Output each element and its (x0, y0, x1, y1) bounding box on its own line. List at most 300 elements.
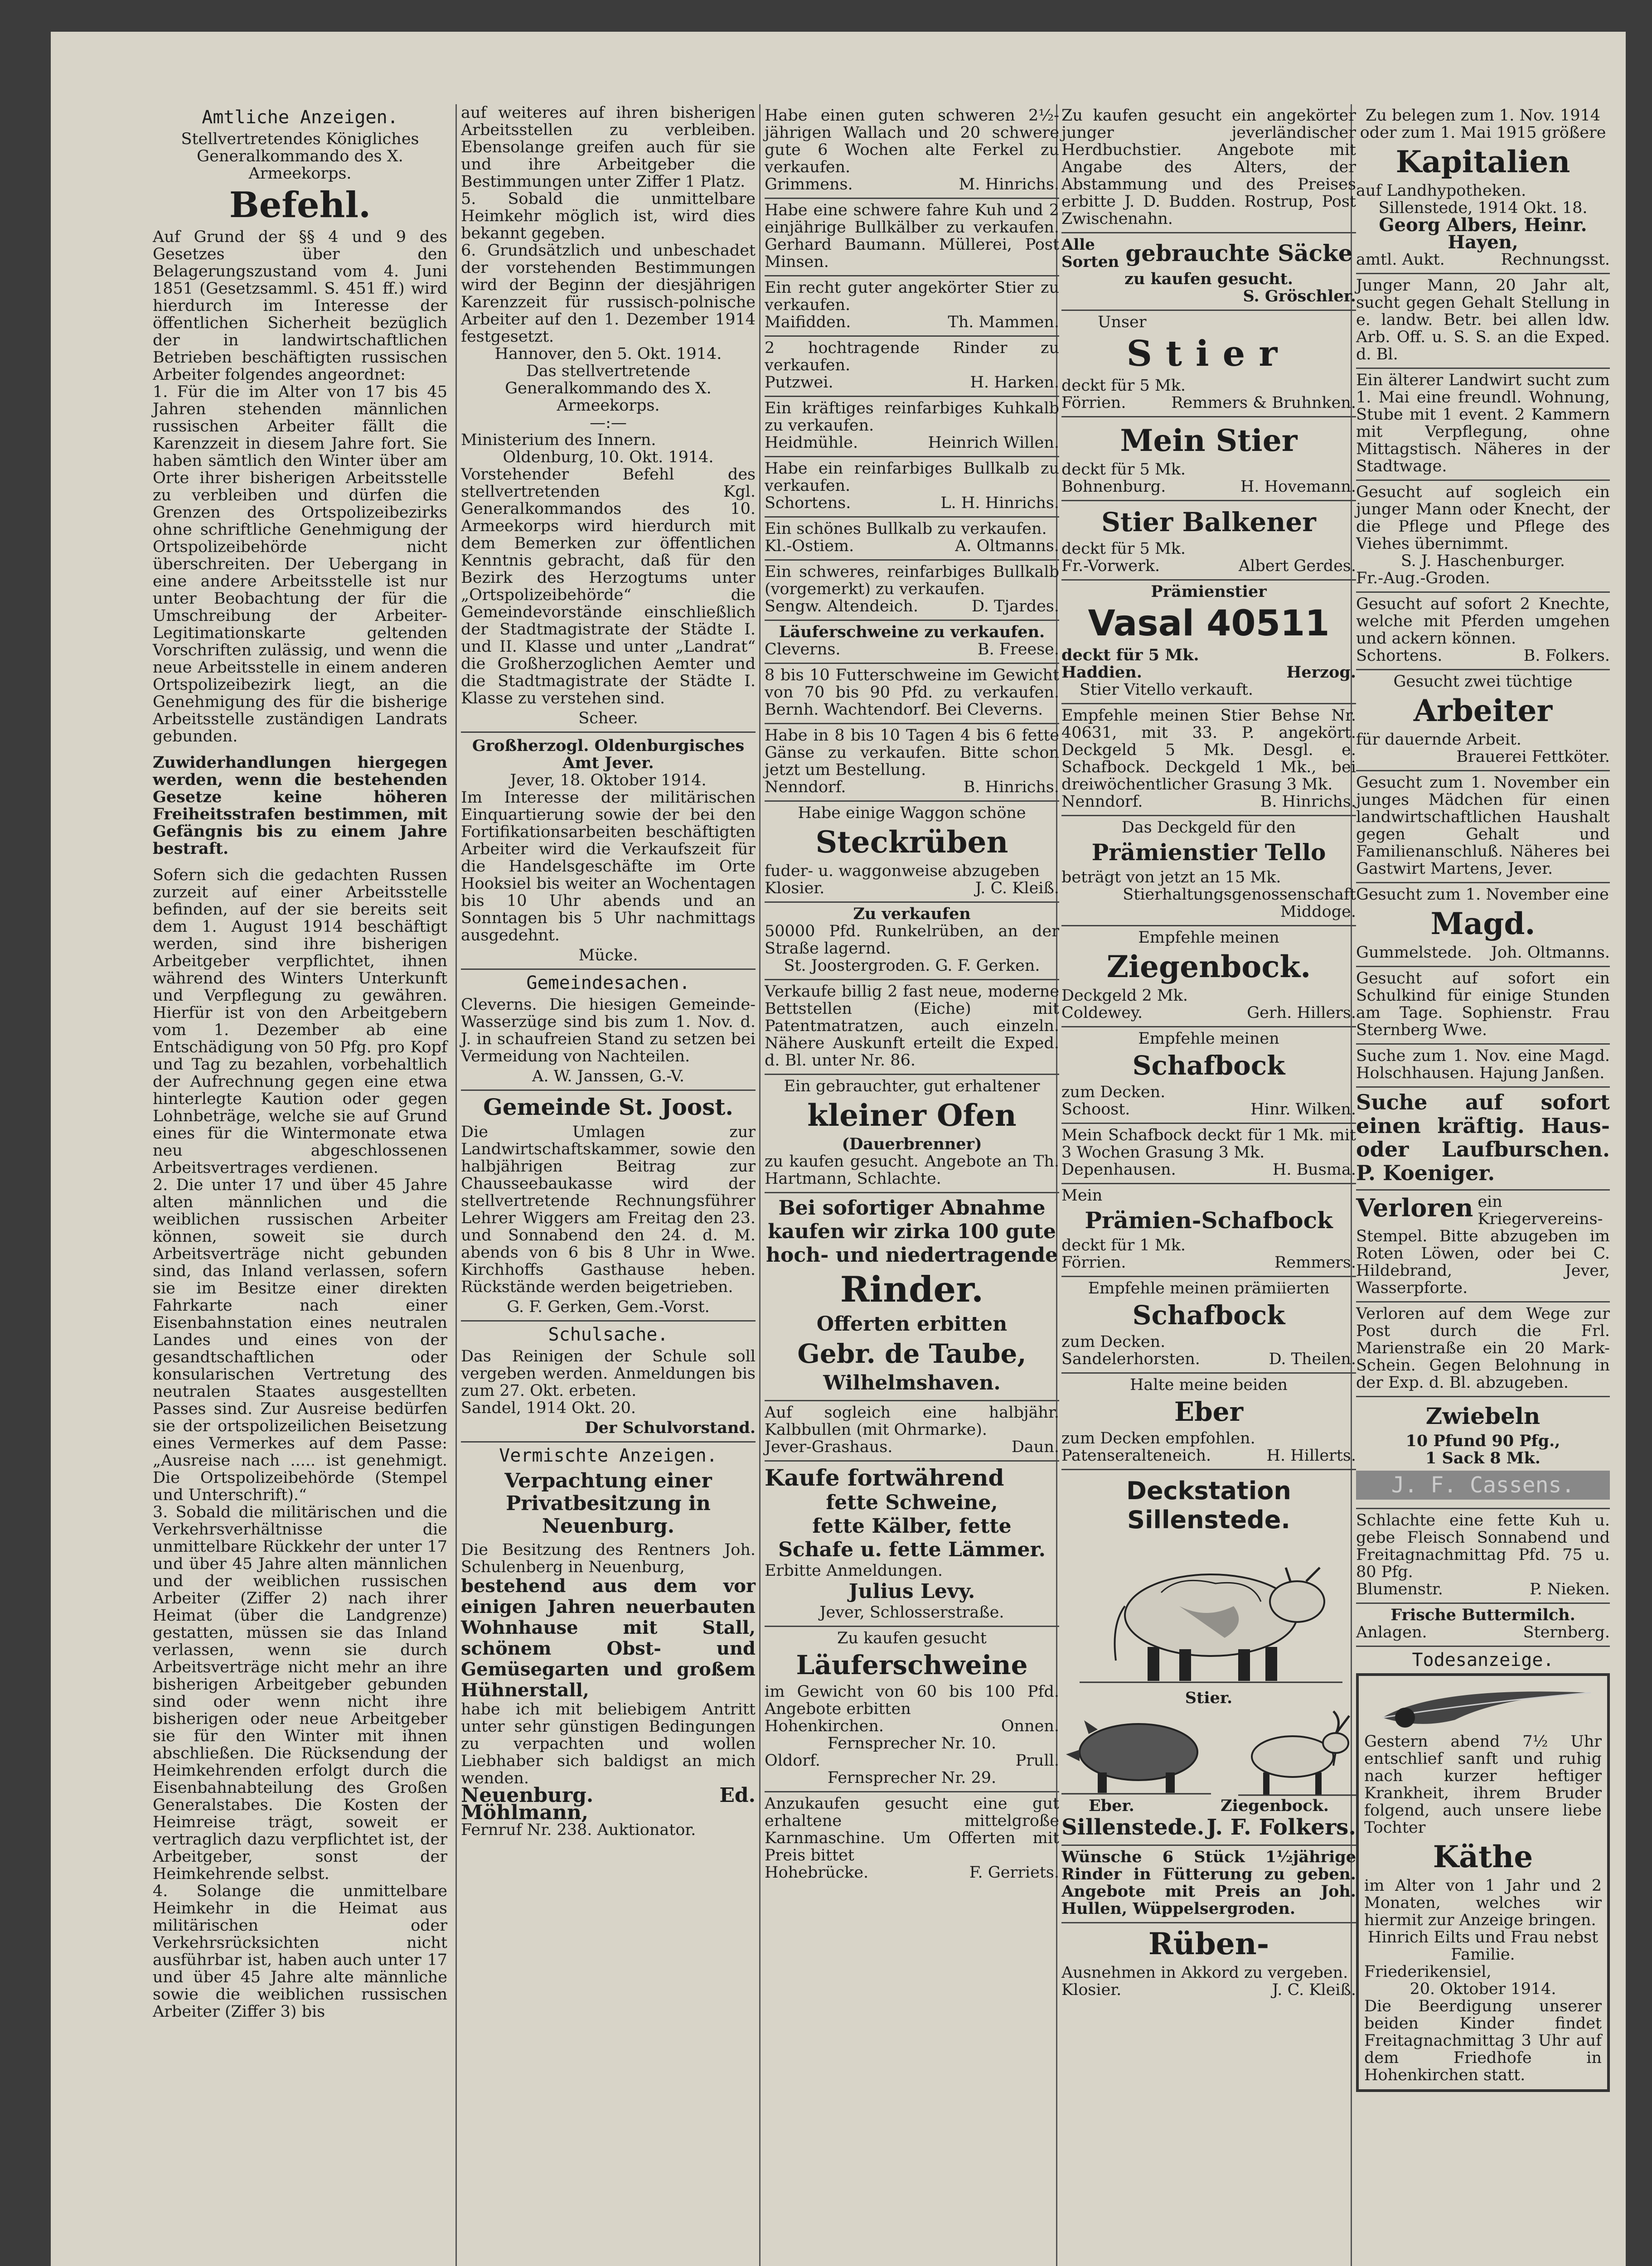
ad-line: Kaufe fortwährend (765, 1464, 1004, 1491)
ad-signature (765, 880, 1059, 897)
classified-ad (1061, 1027, 1356, 1124)
ad-text: Zu kaufen gesucht (837, 1629, 987, 1647)
ad-signature (765, 1438, 1059, 1456)
classified-ad (1356, 481, 1610, 593)
ad-label: Sorten (1061, 253, 1119, 271)
column-1 (153, 104, 447, 2020)
ad-text: Habe einen guten schweren 2½-jährigen Wallach und 20 schwere gute 6 Wochen alte Ferkel zu verkaufen. (765, 107, 1059, 176)
ad-line: Wilhelmshaven. (823, 1371, 1001, 1394)
place: Schoost. (1061, 1100, 1130, 1118)
ad-title: Vasal 40511 (1088, 603, 1330, 644)
place: Anlagen. (1356, 1623, 1427, 1641)
name: Heinrich Willen. (928, 434, 1059, 452)
ad-signature (1061, 478, 1356, 495)
title: Rechnungsst. (1501, 251, 1610, 269)
ad-title: Prämien-Schafbock (1085, 1207, 1333, 1234)
place: Nenndorf. (1061, 793, 1143, 811)
name: J. C. Kleiß. (975, 879, 1059, 897)
classified-ad (1061, 1277, 1356, 1374)
ad-text: Ausnehmen in Akkord zu vergeben. (1061, 1964, 1348, 1982)
paragraph: Zuwiderhandlungen hiergegen werden, wenn die bestehenden Gesetze keine höheren Freiheitsstrafen bestimmen, mit Gefängnis bis zu einem Jahre bestraft. (153, 753, 447, 858)
classified-ad (1061, 311, 1356, 417)
death-notice (1356, 1673, 1610, 2092)
ad-text: deckt für 5 Mk. (1061, 540, 1186, 558)
ad-signature (1061, 1161, 1356, 1178)
name: B. Hinrichs. (1260, 793, 1356, 811)
ad-signature (765, 314, 1059, 331)
place: Schortens. (1356, 647, 1443, 665)
signature: A. W. Janssen, G.-V. (461, 1065, 756, 1091)
paragraph: Sofern sich die gedachten Russen zurzeit auf einer Arbeitsstelle befinden, auf der sie bereits seit dem 1. August 1914 beschäftigt werden, sind ihre bisherigen Arbeitgeber verpflichtet, ihnen während des Winters Unterkunft und Verpflegung zu gewähren. Hierfür ist von den Arbeitgebern vom 1. Dezember ab eine Entschädigung von 50 Pfg. pro Kopf und Tag zu bezahlen, vorbehaltlich der Aufrechnung gegen eine etwa hinterlegte Kaution oder gegen Lohnbeträge, welche sie auf Grund eines für die Wintermonate etwa neu abgeschlossenen Arbeitsvertrages verdienen. (153, 866, 447, 1177)
ad-text: Gesucht zwei tüchtige (1393, 673, 1573, 691)
ad-title: Eber (1174, 1396, 1244, 1427)
name: B. Folkers. (1523, 647, 1610, 665)
place: Patenseralteneich. (1061, 1447, 1211, 1465)
place: Blumenstr. (1356, 1580, 1443, 1598)
column-rule (759, 104, 761, 2266)
ad-signature (1061, 1351, 1356, 1368)
section-title: Schulsache. (548, 1324, 669, 1345)
dateline: Sandel, 1914 Okt. 20. (461, 1399, 636, 1417)
ad-text: 1 Sack 8 Mk. (1425, 1449, 1541, 1467)
animal-illustrations (1061, 1707, 1356, 1797)
ad-text: 10 Pfund 90 Pfg., (1405, 1432, 1560, 1450)
ad-title: gebrauchte Säcke (1125, 240, 1353, 266)
ad-signature (765, 537, 1059, 555)
ad-signature (1061, 664, 1356, 681)
ad-signature (1061, 394, 1356, 412)
ad-title: Deckstation Sillenstede. (1126, 1477, 1291, 1534)
classified-ad (1356, 274, 1610, 369)
ad-text: ein Kriegervereins-Stempel. Bitte abzugeben im Roten Löwen, oder bei C. Hildebrand, Jever, Wasserpforte. (1356, 1193, 1610, 1297)
ad-text: zu kaufen gesucht. Angebote an Th. Hartmann, Schlachte. (765, 1152, 1059, 1188)
ad-text: zum Decken. (1061, 1333, 1166, 1351)
classified-ad (1061, 704, 1356, 816)
ad-text: Empfehle meinen prämiierten (1088, 1279, 1330, 1298)
classified-ad (765, 621, 1059, 664)
ad-text: Schlachte eine fette Kuh u. gebe Fleisch Sonnabend und Freitagnachmittag Pfd. 75 u. 80 Pfg. (1356, 1511, 1610, 1581)
ad-signature: Stierhaltungsgenossenschaft Middoge. (1123, 886, 1356, 921)
ad-signature: S. J. Haschenburger. (1400, 552, 1565, 570)
phone: Fernsprecher Nr. 29. (827, 1769, 997, 1787)
ad-signature (1061, 1004, 1356, 1022)
ad-signature: S. Gröschler. (1243, 287, 1356, 305)
ad-title: Steckrüben (815, 824, 1008, 860)
classified-ad (765, 664, 1059, 724)
classified-ad (1356, 104, 1610, 274)
place: Maifidden. (765, 313, 851, 331)
ad-text: Erbitte Anmeldungen. (765, 1562, 943, 1580)
ad-signature: St. Joostergroden. G. F. Gerken. (784, 957, 1040, 975)
ad-text: Ein recht guter angekörter Stier zu verkaufen. (765, 279, 1059, 314)
ad-title: Stier Balkener (1101, 507, 1316, 537)
name: Th. Mammen. (948, 313, 1059, 331)
classified-ad (1061, 417, 1356, 501)
classified-ad (765, 980, 1059, 1075)
classified-ad (765, 903, 1059, 980)
classified-ad (765, 561, 1059, 621)
ad-line: Bei sofortiger Abnahme (778, 1196, 1046, 1220)
paragraph: Die Umlagen zur Landwirtschaftskammer, sowie den halbjährigen Beitrag zur Chausseebaukasse wird der stellvertretende Rechnungsführer Lehrer Wiggers am Freitag den 23. und Sonnabend den 24. d. M. abends von 6 bis 8 Uhr in Wwe. Kirchhoffs Gasthause heben. Rückstände werden beigetrieben. (461, 1123, 756, 1296)
ad-title: Ziegenbock. (1106, 949, 1311, 984)
signature: G. F. Gerken, Gem.-Vorst. (461, 1296, 756, 1322)
place: Friederikensiel, (1364, 1963, 1492, 1981)
dateline: Jever, 18. Oktober 1914. (510, 771, 707, 789)
ad-text: Habe einige Waggon schöne (798, 804, 1026, 822)
classified-ad (765, 457, 1059, 518)
signature: Das stellvertretende Generalkommando des X. Armeekorps. (505, 362, 712, 415)
paragraph: Das Reinigen der Schule soll vergeben werden. Anmeldungen bis zum 27. Okt. erbeten. (461, 1347, 756, 1400)
classified-ad (1356, 883, 1610, 967)
ad-text: Zu kaufen gesucht ein angekörter junger jeverländischer Herdbuchstier. Angebote mit Angabe des Alters, der Abstammung und des Preises erbitte J. D. Budden. Rostrup, Post Zwischenahn. (1061, 107, 1356, 228)
classified-ad (765, 1627, 1059, 1792)
ad-text: Zu belegen zum 1. Nov. 1914 oder zum 1. Mai 1915 größere (1360, 107, 1606, 142)
ad-title: Frische Buttermilch. (1390, 1606, 1575, 1624)
signature: Der Schulvorstand. (461, 1417, 756, 1443)
ad-title: Magd. (1430, 906, 1536, 941)
ad-text: beträgt von jetzt an 15 Mk. (1061, 868, 1281, 886)
section-title: Gemeindesachen. (526, 973, 690, 993)
ad-text: deckt für 5 Mk. (1061, 460, 1186, 479)
name: Onnen. (1001, 1717, 1059, 1735)
feather-illustration (1364, 1681, 1600, 1731)
ad-text: zu kaufen gesucht. (1124, 270, 1293, 288)
order-title: Befehl. (229, 184, 371, 226)
boar-illustration (1061, 1707, 1211, 1797)
ad-signature (1356, 251, 1610, 268)
place: Haddien. (1061, 663, 1142, 682)
ad-title: Verloren (1356, 1193, 1473, 1222)
ad-text: Junger Mann, 20 Jahr alt, sucht gegen Gehalt Stellung in e. landw. Betr. bei allen ldw. Arb. Off. u. S. S. an die Exped. d. Bl. (1356, 276, 1610, 363)
classified-ad (1061, 233, 1356, 311)
ad-text: Unser (1098, 313, 1147, 331)
paragraph: Cleverns. Die hiesigen Gemeinde-Wasserzüge sind bis zum 1. Nov. d. J. in schaufreien Stand zu setzen bei Vermeidung von Nachteilen. (461, 996, 756, 1065)
place: Förrien. (1061, 394, 1126, 412)
place: Bohnenburg. (1061, 478, 1166, 496)
ad-signature (765, 374, 1059, 391)
notice-title: Gemeinde St. Joost. (483, 1094, 733, 1120)
notice-signature: Hinrich Eilts und Frau nebst Familie. (1367, 1928, 1599, 1964)
ad-title: Läuferschweine (796, 1650, 1028, 1680)
ad-text: Habe eine schwere fahre Kuh und 2 einjährige Bullkälber zu verkaufen. Gerhard Baumann. Müllerei, Post Minsen. (765, 201, 1059, 271)
ad-line: Schafe u. fette Lämmer. (778, 1538, 1046, 1561)
name: Hinr. Wilken. (1250, 1100, 1356, 1118)
authority: Stellvertretendes Königliches Generalkommando des X. Armeekorps. (181, 130, 419, 183)
paragraph: habe ich mit beliebigem Antritt unter sehr günstigen Bedingungen zu verpachten und wollen Liebhaber sich baldigst an mich wenden. (461, 1700, 756, 1787)
ad-signature (1061, 1254, 1356, 1271)
ad-signature (1356, 1581, 1610, 1598)
ad-signature: Georg Albers, Heinr. Hayen, (1379, 214, 1587, 253)
ad-line: kaufen wir zirka 100 gute (768, 1220, 1056, 1243)
paragraph: 5. Sobald die unmittelbare Heimkehr möglich ist, wird dies bekannt gegeben. (461, 190, 756, 242)
place: Hohebrücke. (765, 1864, 869, 1882)
classified-ad (1356, 1191, 1610, 1302)
classified-ad (1356, 593, 1610, 670)
ad-text: Empfehle meinen (1138, 1030, 1279, 1048)
place: Klosier. (1061, 1981, 1122, 1999)
ad-text: Auf sogleich eine halbjähr. Kalbbullen (mit Ohrmarke). (765, 1404, 1059, 1439)
name: D. Tjardes. (971, 597, 1059, 615)
name: A. Oltmanns. (955, 537, 1059, 555)
paragraph: 3. Sobald die militärischen und die Verkehrsverhältnisse die unmittelbare Rückkehr der unter 17 und über 45 Jahre alten männlichen und der weiblichen russischen Arbeiter (Ziffer 2) nach ihrer Heimat (über die Landgrenze) gestatten, müssen sie das Inland verlassen, wenn sie durch Arbeitsverträge nicht mehr an ihre bisherigen Arbeitgeber gebunden sind oder wenn nicht ihre bisherigen oder neue Arbeitgeber sie für den Winter mit ihnen abschließen. Die Rücksendung der Heimkehrenden erfolgt durch die Eisenbahnabteilung des Großen Generalstabes. Die Kosten der Heimreise trägt, soweit er vertraglich dazu verpflichtet ist, der Arbeitgeber, sonst der Heimkehrende selbst. (153, 1503, 447, 1883)
classified-ad (1061, 1470, 1356, 1846)
classified-ad (1061, 1846, 1356, 1923)
name: F. Gerriets. (969, 1864, 1059, 1882)
column-2 (461, 104, 756, 1839)
name: Sternberg. (1523, 1623, 1610, 1641)
classified-ad (765, 104, 1059, 199)
ad-text: Gesucht auf sofort ein Schulkind für einige Stunden am Tage. Sophienstr. Frau Sternberg Wwe. (1356, 969, 1610, 1039)
deceased-name: Käthe (1433, 1839, 1533, 1874)
ad-signature (765, 434, 1059, 451)
ad-text: Ein kräftiges reinfarbiges Kuhkalb zu verkaufen. (765, 399, 1059, 435)
ad-text: auf Landhypotheken. (1356, 182, 1526, 200)
classified-ad (1061, 1927, 1356, 1999)
notice-text: Die Beerdigung unserer beiden Kinder findet Freitagnachmittag 3 Uhr auf dem Friedhofe in Hohenkirchen statt. (1364, 1997, 1602, 2084)
classified-ad (1061, 1374, 1356, 1470)
ad-signature (765, 1864, 1059, 1881)
section-title: Todesanzeige. (1412, 1650, 1554, 1670)
place: Förrien. (1061, 1254, 1126, 1272)
name: Herzog. (1286, 663, 1356, 682)
classified-ad (765, 724, 1059, 802)
ad-text: Mein Schafbock deckt für 1 Mk. mit 3 Wochen Grasung 3 Mk. (1061, 1126, 1356, 1162)
classified-ad (1061, 501, 1356, 581)
ad-text: Läuferschweine zu verkaufen. (779, 623, 1045, 641)
ad-text: im Gewicht von 60 bis 100 Pfd. Angebote erbitten (765, 1683, 1059, 1718)
paragraph: Ministerium des Innern. (461, 431, 656, 449)
classified-ad (1061, 926, 1356, 1027)
paragraph: Vorstehender Befehl des stellvertretenden Kgl. Generalkommandos des 10. Armeekorps wird hierdurch mit dem Bemerken zur öffentlichen Kenntnis gebracht, daß für den Bezirk des Herzogtums unter „Ortspolizeibehörde“ die Gemeindevorstände einschließlich der Stadtmagistrate der Städte I. und II. Klasse und unter „Landrat“ die Großherzoglichen Aemter und die Stadtmagistrate der Städte I. Klasse zu verstehen sind. (461, 465, 756, 707)
classified-ad (1356, 369, 1610, 481)
name: H. Hovemann. (1240, 478, 1356, 496)
ad-text: Mein (1061, 1186, 1103, 1205)
place: Jever-Grashaus. (765, 1438, 893, 1456)
name: J. C. Kleiß. (1272, 1981, 1356, 1999)
classified-ad (1061, 581, 1356, 704)
ad-title: Stier (1126, 333, 1291, 374)
ad-text: für dauernde Arbeit. (1356, 731, 1521, 749)
ad-text: Anzukaufen gesucht eine gut erhaltene mittelgroße Karnmaschine. Um Offerten mit Preis bittet (765, 1795, 1059, 1864)
ad-signature (1061, 1101, 1356, 1118)
paragraph: auf weiteres auf ihren bisherigen Arbeitsstellen zu verbleiben. Ebensolange greifen auch für sie und ihre Arbeitgeber die Bestimmungen unter Ziffer 1 Platz. (461, 104, 756, 191)
image-caption: Ziegenbock. (1221, 1796, 1329, 1815)
classified-ad (1061, 1124, 1356, 1184)
place: Sillenstede. (1061, 1815, 1205, 1840)
ad-signature (765, 1718, 1059, 1735)
place: Cleverns. (765, 640, 841, 658)
ad-line: Offerten erbitten (816, 1312, 1008, 1336)
place: Putzwei. (765, 373, 833, 392)
classified-ad (765, 1792, 1059, 1881)
classified-ad (1061, 104, 1356, 233)
ad-text: Empfehle meinen Stier Behse Nr. 40631, mit 33. P. angekört. Deckgeld 5 Mk. Desgl. e. Schafbock. Deckgeld 1 Mk., bei dreiwöchentlicher Grasung 3 Mk. (1061, 707, 1356, 794)
classified-ad (1356, 1088, 1610, 1191)
name: D. Theilen. (1269, 1350, 1356, 1368)
ad-text: Ein schönes Bullkalb zu verkaufen. (765, 520, 1047, 538)
ad-signature (1356, 1624, 1610, 1641)
ad-text: Habe ein reinfarbiges Bullkalb zu verkaufen. (765, 460, 1059, 495)
ad-signature (765, 779, 1059, 796)
section-title: Amtliche Anzeigen. (202, 107, 398, 128)
ad-title: Zwiebeln (1425, 1403, 1541, 1429)
notice-text: Gestern abend 7½ Uhr entschlief sanft und ruhig nach kurzer heftiger Krankheit, ihrem Bruder folgend, auch unsere liebe Tochter (1364, 1733, 1602, 1837)
ad-text: Gesucht auf sogleich ein junger Mann oder Knecht, der die Pflege und Pflege des Viehes übernimmt. (1356, 483, 1610, 553)
signature: Mücke. (461, 944, 756, 970)
paragraph: Auf Grund der §§ 4 und 9 des Gesetzes über den Belagerungszustand vom 4. Juni 1851 (Gesetzsamml. S. 451 ff.) wird hierdurch im Interesse der öffentlichen Sicherheit bezüglich der in landwirtschaftlichen Betrieben beschäftigten russischen Arbeiter folgendes angeordnet: (153, 228, 447, 384)
paragraph: 4. Solange die unmittelbare Heimkehr in die Heimat aus militärischen oder Verkehrsrücksichten nicht ausführbar ist, haben auch unter 17 und über 45 Jahre alte männliche sowie die weiblichen russischen Arbeiter (Ziffer 3) bis (153, 1882, 447, 2021)
ad-text: deckt für 5 Mk. (1061, 377, 1186, 395)
ad-title: kleiner Ofen (807, 1098, 1017, 1133)
ad-signature (765, 176, 1059, 193)
classified-ad (1356, 1397, 1610, 1509)
name: H. Busma. (1272, 1161, 1356, 1179)
dateline: Hannover, den 5. Okt. 1914. (494, 345, 722, 363)
ad-text: Stier Vitello verkauft. (1080, 681, 1254, 699)
ad-text: Gesucht auf sofort 2 Knechte, welche mit Pferden umgehen und ackern können. (1356, 595, 1610, 648)
ad-signature (1061, 1981, 1356, 1999)
name: L. H. Hinrichs. (940, 494, 1059, 512)
place: Schortens. (765, 494, 851, 512)
newspaper-page (51, 32, 1626, 2266)
ad-signature (765, 494, 1059, 512)
ad-text: Habe in 8 bis 10 Tagen 4 bis 6 fette Gänse zu verkaufen. Bitte schon jetzt um Bestellung. (765, 726, 1059, 779)
ad-text: 8 bis 10 Futterschweine im Gewicht von 70 bis 90 Pfd. zu verkaufen. Bernh. Wachtendorf. Bei Cleverns. (765, 666, 1059, 719)
ad-line: fette Kälber, fette (812, 1515, 1012, 1538)
place: Gummelstede. (1356, 944, 1472, 962)
ad-text: 50000 Pfd. Runkelrüben, an der Straße lagernd. (765, 922, 1059, 958)
name: H. Harken. (970, 373, 1059, 392)
name: Daun. (1011, 1438, 1059, 1456)
ad-text: Gesucht zum 1. November ein junges Mädchen für einen landwirtschaftlichen Haushalt gegen Gehalt und Familienanschluß. Näheres bei Gastwirt Martens, Jever. (1356, 774, 1610, 878)
classified-ad (765, 1075, 1059, 1193)
ad-signature (1061, 793, 1356, 810)
classified-ad (1356, 670, 1610, 771)
paragraph: Im Interesse der militärischen Einquartierung sowie der bei den Fortifikationsarbeiten beschäftigten Arbeiter wird die Verkaufszeit für die Handelsgeschäfte im Orte Hooksiel bis weiter an Wochentagen bis 10 Uhr abends und an Sonntagen bis 5 Uhr nachmittags ausgedehnt. (461, 789, 756, 944)
name: Remmers. (1274, 1254, 1356, 1272)
place: Nenndorf. (765, 778, 846, 796)
ad-title: Arbeiter (1413, 693, 1553, 728)
place: Grimmens. (765, 175, 853, 194)
goat-illustration (1238, 1707, 1356, 1797)
ad-text: Empfehle meinen (1138, 929, 1279, 947)
ad-heading: Zu verkaufen (853, 905, 971, 923)
ad-text: Gesucht zum 1. November eine (1356, 886, 1609, 904)
dateline: Sillenstede, 1914 Okt. 18. (1378, 199, 1588, 217)
dateline: 20. Oktober 1914. (1410, 1980, 1556, 1998)
classified-ad (765, 276, 1059, 337)
ad-text: fuder- u. waggonweise abzugeben (765, 862, 1040, 880)
place: Coldewey. (1061, 1004, 1143, 1022)
footer-line: Fernruf Nr. 238. Auktionator. (461, 1821, 696, 1839)
paragraph: 6. Grundsätzlich und unbeschadet der vorstehenden Bestimmungen wird der Beginn der diesjährigen Karenzzeit für russisch-polnische Arbeiter auf den 1. Dezember 1914 festgesetzt. (461, 242, 756, 346)
name: Remmers & Bruhnken. (1171, 394, 1356, 412)
image-caption: Eber. (1089, 1796, 1134, 1815)
classified-ad (765, 397, 1059, 457)
name: Albert Gerdes. (1238, 557, 1356, 575)
notice-text: im Alter von 1 Jahr und 2 Monaten, welches wir hiermit zur Anzeige bringen. (1364, 1877, 1602, 1929)
paragraph: Die Besitzung des Rentners Joh. Schulenberg in Neuenburg, (461, 1541, 756, 1576)
classified-ad (1356, 1045, 1610, 1088)
ad-signature (765, 641, 1059, 658)
ad-heading: Prämienstier (1151, 582, 1267, 601)
ad-title: Schafbock (1132, 1300, 1285, 1331)
place: Heidmühle. (765, 434, 858, 452)
column-3 (765, 104, 1059, 1881)
classified-ad (1356, 771, 1610, 883)
ad-text: Verloren auf dem Wege zur Post durch die Frl. Marienstraße ein 20 Mark-Schein. Gegen Belohnung in der Exp. d. Bl. abzugeben. (1356, 1305, 1610, 1392)
ad-title: Rüben- (1148, 1926, 1269, 1961)
ad-text: Ein älterer Landwirt sucht zum 1. Mai eine freundl. Wohnung, Stube mit 1 event. 2 Kammern mit Verpflegung, ohne Mittagstisch. Näheres in der Stadtwage. (1356, 371, 1610, 475)
ad-line: hoch- und niedertragende (766, 1244, 1058, 1267)
name: Gerh. Hillers. (1247, 1004, 1356, 1022)
ad-line: fette Schweine, (826, 1491, 998, 1514)
name: P. Nieken. (1530, 1580, 1610, 1598)
column-rule (455, 104, 457, 2266)
ad-signature (1356, 647, 1610, 664)
ad-signature: Julius Levy. (848, 1580, 975, 1603)
ad-signature: Gebr. de Taube, (797, 1338, 1027, 1369)
ad-subtitle: (Dauerbrenner) (842, 1135, 982, 1153)
ad-text: Halte meine beiden (1130, 1376, 1288, 1394)
signature: Neuenburg. Ed. Möhlmann, (461, 1784, 756, 1824)
classified-ad (1356, 967, 1610, 1045)
name: Prull. (1015, 1752, 1059, 1770)
ad-signature (1061, 557, 1356, 575)
place: Oldorf. (765, 1752, 820, 1770)
title: amtl. Aukt. (1356, 251, 1445, 269)
column-4 (1061, 104, 1356, 1999)
paragraph: bestehend aus dem vor einigen Jahren neuerbauten Wohnhause mit Stall, schönem Obst- und Gemüsegarten und großem Hühnerstall, (461, 1575, 756, 1701)
place: Fr.-Aug.-Groden. (1356, 569, 1490, 587)
paragraph: 1. Für die im Alter von 17 bis 45 Jahren stehenden männlichen russischen Arbeiter fällt die Karenzzeit in diesem Jahre fort. Sie haben sämtlich den Winter über am Orte ihrer bisherigen Arbeitsstelle zu verbleiben und dürfen die Grenzen des Ortspolizeibezirks ohne schriftliche Genehmigung der Ortspolizeibehörde nicht überschreiten. Der Uebergang in eine andere Arbeitsstelle ist nur unter Beobachtung der für die Umschreibung der Arbeiter-Legitimationskarte geltenden Vorschriften zulässig, und wenn die neue Arbeitsstelle in einem anderen Ortspolizeibezirk liegt, an die Genehmigung des für die bisherige Arbeitsstelle zuständigen Landrats gebunden. (153, 383, 447, 746)
classified-ad (1061, 1184, 1356, 1277)
paragraph: 2. Die unter 17 und über 45 Jahre alten männlichen und die weiblichen russischen Arbeiter können, soweit sie durch Arbeitsverträge nicht gebunden sind, das Inland verlassen, sofern sie im Besitze einer direkten Fahrkarte nach einer Eisenbahnstation eines neutralen Landes und eines von der gesandtschaftlichen oder konsularischen Vertretung des neutralen Staates ausgestellten Passes sind. Zur Ausreise bedürfen sie der ortspolizeilichen Beisetzung eines Vermerkes auf dem Passe: „Ausreise nach ..... ist genehmigt. Die Ortspolizeibehörde (Stempel und Unterschrift).“ (153, 1176, 447, 1504)
classified-ad (765, 1193, 1059, 1401)
name: M. Hinrichs. (959, 175, 1059, 194)
ad-text: zum Decken empfohlen. (1061, 1429, 1255, 1448)
classified-ad (765, 337, 1059, 397)
ad-text: Deckgeld 2 Mk. (1061, 987, 1188, 1005)
ad-text: Das Deckgeld für den (1121, 818, 1296, 837)
ad-title: Rinder. (840, 1269, 984, 1310)
ad-text: Ein gebrauchter, gut erhaltener (784, 1077, 1040, 1095)
ad-text: Ein schweres, reinfarbiges Bullkalb (vorgemerkt) zu verkaufen. (765, 563, 1059, 598)
classified-ad (765, 518, 1059, 561)
signature: Scheer. (461, 707, 756, 733)
notice-title: Großherzogl. Oldenburgisches Amt Jever. (472, 736, 745, 772)
classified-ad (765, 1462, 1059, 1627)
ad-text: deckt für 5 Mk. (1061, 646, 1199, 664)
ad-signature (1061, 1815, 1356, 1840)
ad-text: deckt für 1 Mk. (1061, 1236, 1186, 1254)
ad-title: Prämienstier Tello (1091, 839, 1326, 866)
column-5 (1356, 104, 1610, 2092)
ad-title: Kapitalien (1395, 144, 1570, 179)
ad-signature (1356, 944, 1610, 961)
name: Joh. Oltmanns. (1491, 944, 1610, 962)
classified-ad (1356, 1604, 1610, 1647)
image-captions (1061, 1797, 1356, 1815)
ad-side (1061, 236, 1119, 271)
image-caption: Stier. (1185, 1689, 1233, 1707)
classified-ad (1356, 1509, 1610, 1604)
classified-ad (1061, 816, 1356, 926)
name: J. F. Folkers. (1206, 1815, 1356, 1840)
ad-text: Wünsche 6 Stück 1½jährige Rinder in Fütterung zu geben. Angebote mit Preis an Joh. Hullen, Wüppelsergroden. (1061, 1848, 1356, 1918)
ad-signature (1061, 1447, 1356, 1464)
classified-ad (765, 199, 1059, 276)
